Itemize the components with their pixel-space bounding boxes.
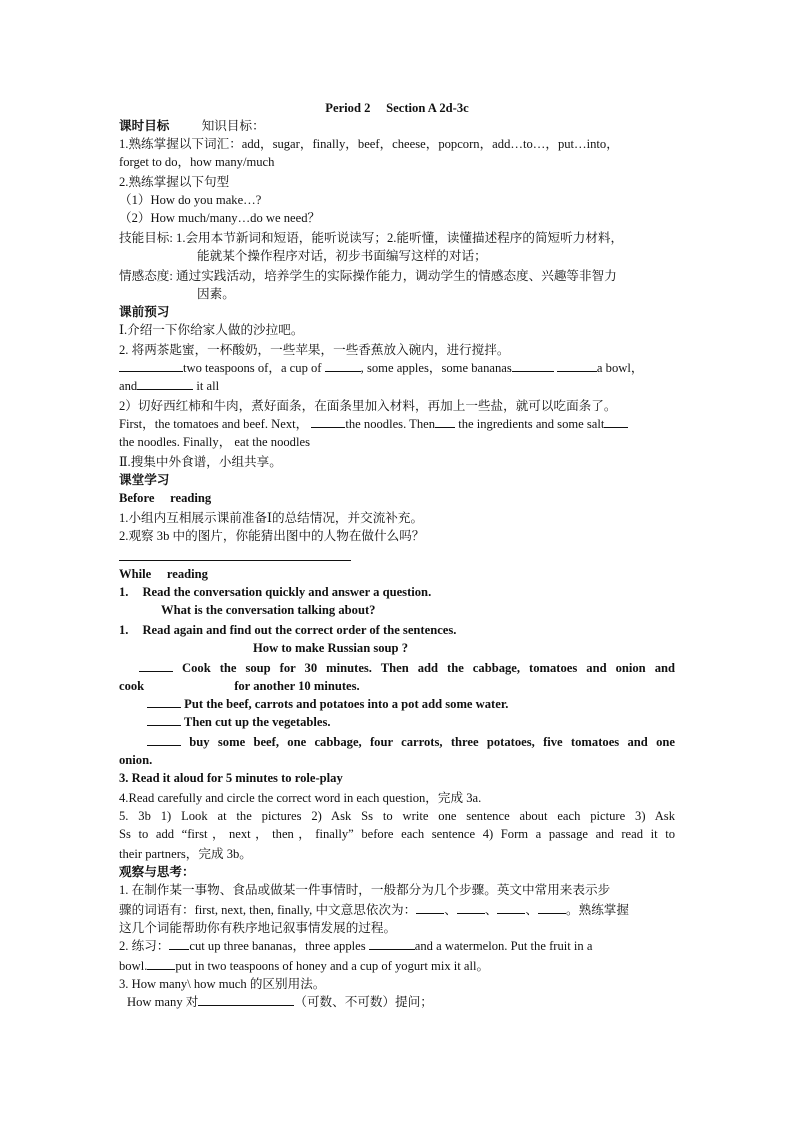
blank[interactable] [369, 938, 415, 950]
reflect-item-3: 3. How many\ how much 的区别用法。 [119, 977, 326, 991]
order-sentence-1a: Cook the soup for 30 minutes. Then add the cabbage, tomatoes and onion and [119, 660, 675, 676]
preview-item-2: 2. 将两茶匙蜜，一杯酸奶，一些苹果，一些香蕉放入碗内，进行搅拌。 [119, 343, 510, 357]
objectives-heading-line [119, 118, 265, 134]
while-task-1-question: What is the conversation talking about? [161, 603, 376, 617]
skill-goal-line-1: 技能目标: 1.会用本节新词和短语，能听说读写；2.能听懂，读懂描述程序的简短听力材料， [119, 231, 624, 245]
before-reading-item-1: 1.小组内互相展示课前准备Ⅰ的总结情况，并交流补充。 [119, 511, 424, 525]
before-reading-item-2: 2.观察 3b 中的图片，你能猜出图中的人物在做什么吗？ [119, 529, 425, 543]
blank[interactable] [512, 360, 554, 372]
knowledge-label: 知识目标： [201, 119, 265, 133]
while-task-3: 3. Read it aloud for 5 minutes to role-play [119, 771, 343, 785]
sentence-pattern-1: （1）How do you make…? [119, 193, 262, 207]
while-task-5b: Ss to add “first，next，then，finally” before each sentence 4) Form a passage and read it to [119, 827, 675, 841]
reflect-item-4: How many 对 （可数、不可数）提问； [127, 995, 433, 1009]
blank[interactable] [169, 938, 189, 950]
blank[interactable] [137, 378, 193, 390]
skill-goal-line-2: 能就某个操作程序对话，初步书面编写这样的对话； [197, 249, 487, 263]
preview-item-1: Ⅰ.介绍一下你给家人做的沙拉吧。 [119, 323, 304, 337]
order-blank[interactable] [147, 714, 181, 726]
blank[interactable] [457, 902, 485, 914]
recipe-title: How to make Russian soup ? [253, 641, 409, 655]
order-sentence-4b: onion. [119, 753, 153, 767]
reflect-item-1c: 这几个词能帮助你有秩序地记叙事情发展的过程。 [119, 921, 397, 935]
objective-line-3: 2.熟练掌握以下句型 [119, 175, 230, 189]
order-blank[interactable] [147, 734, 181, 746]
answer-line[interactable] [119, 560, 351, 561]
blank[interactable] [435, 416, 455, 428]
class-heading: 课堂学习 [119, 473, 170, 487]
blank[interactable] [119, 360, 183, 372]
blank[interactable] [416, 902, 444, 914]
preview-heading: 课前预习 [119, 305, 170, 319]
preview-fill-line-1: two teaspoons of，a cup of , some apples，some bananas a bowl， [119, 360, 643, 376]
order-sentence-4a: buy some beef, one cabbage, four carrots, three potatoes, five tomatoes and one [147, 734, 675, 750]
objective-line-2: forget to do，how many/much [119, 155, 275, 169]
blank[interactable] [311, 416, 345, 428]
order-sentence-3: Then cut up the vegetables. [147, 714, 331, 730]
reflect-heading: 观察与思考： [119, 865, 195, 879]
order-blank[interactable] [139, 660, 173, 672]
reflect-item-1a: 1. 在制作某一事物、食品或做某一件事情时，一般都分为几个步骤。英文中常用来表示步 [119, 883, 611, 897]
preview-fill-line-4: the noodles. Finally， eat the noodles [119, 435, 310, 449]
preview-fill-line-2: and it all [119, 379, 220, 393]
while-task-4: 4.Read carefully and circle the correct word in each question，完成 3a. [119, 791, 482, 805]
blank[interactable] [198, 994, 294, 1006]
preview-item-4: Ⅱ.搜集中外食谱，小组共享。 [119, 455, 282, 469]
emotion-goal-line-1: 情感态度: 通过实践活动，培养学生的实际操作能力，调动学生的情感态度、兴趣等非智力 [119, 269, 617, 283]
blank[interactable] [604, 416, 628, 428]
emotion-goal-line-2: 因素。 [197, 287, 235, 301]
order-sentence-2: Put the beef, carrots and potatoes into a pot add some water. [147, 696, 508, 712]
preview-item-3: 2）切好西红柿和牛肉，煮好面条，在面条里加入材料，再加上一些盐，就可以吃面条了。 [119, 399, 617, 413]
reflect-item-2a: 2. 练习： cut up three bananas，three apples and a watermelon. Put the fruit in a [119, 939, 593, 953]
order-sentence-1b: cook for another 10 minutes. [119, 679, 360, 693]
sentence-pattern-2: （2）How much/many…do we need？ [119, 211, 321, 225]
preview-fill-line-3: First，the tomatoes and beef. Next， the noodles. Then the ingredients and some salt [119, 416, 628, 432]
blank[interactable] [497, 902, 525, 914]
blank[interactable] [147, 958, 175, 970]
before-reading-heading: Before reading [119, 491, 212, 505]
objective-line-1: 1.熟练掌握以下词汇：add，sugar，finally，beef，cheese，popcorn，add…to…，put…into， [119, 137, 619, 151]
while-task-1: 1. Read the conversation quickly and answer a question. [119, 585, 432, 599]
blank[interactable] [325, 360, 361, 372]
while-task-5c: their partners，完成 3b。 [119, 847, 252, 861]
blank[interactable] [538, 902, 566, 914]
blank[interactable] [557, 360, 597, 372]
while-reading-heading: While reading [119, 567, 208, 581]
reflect-item-2b: bowl. put in two teaspoons of honey and a cup of yogurt mix it all。 [119, 959, 490, 973]
while-task-2: 1. Read again and find out the correct order of the sentences. [119, 623, 457, 637]
order-blank[interactable] [147, 696, 181, 708]
objectives-heading: 课时目标 [119, 119, 170, 133]
reflect-item-1b: 骤的词语有：first, next, then, finally, 中文意思依次为： 、 、 、 。熟练掌握 [119, 903, 629, 917]
while-task-5a: 5. 3b 1) Look at the pictures 2) Ask Ss to write one sentence about each picture 3) Ask [119, 809, 675, 823]
page-title: Period 2 Section A 2d-3c [325, 101, 469, 115]
